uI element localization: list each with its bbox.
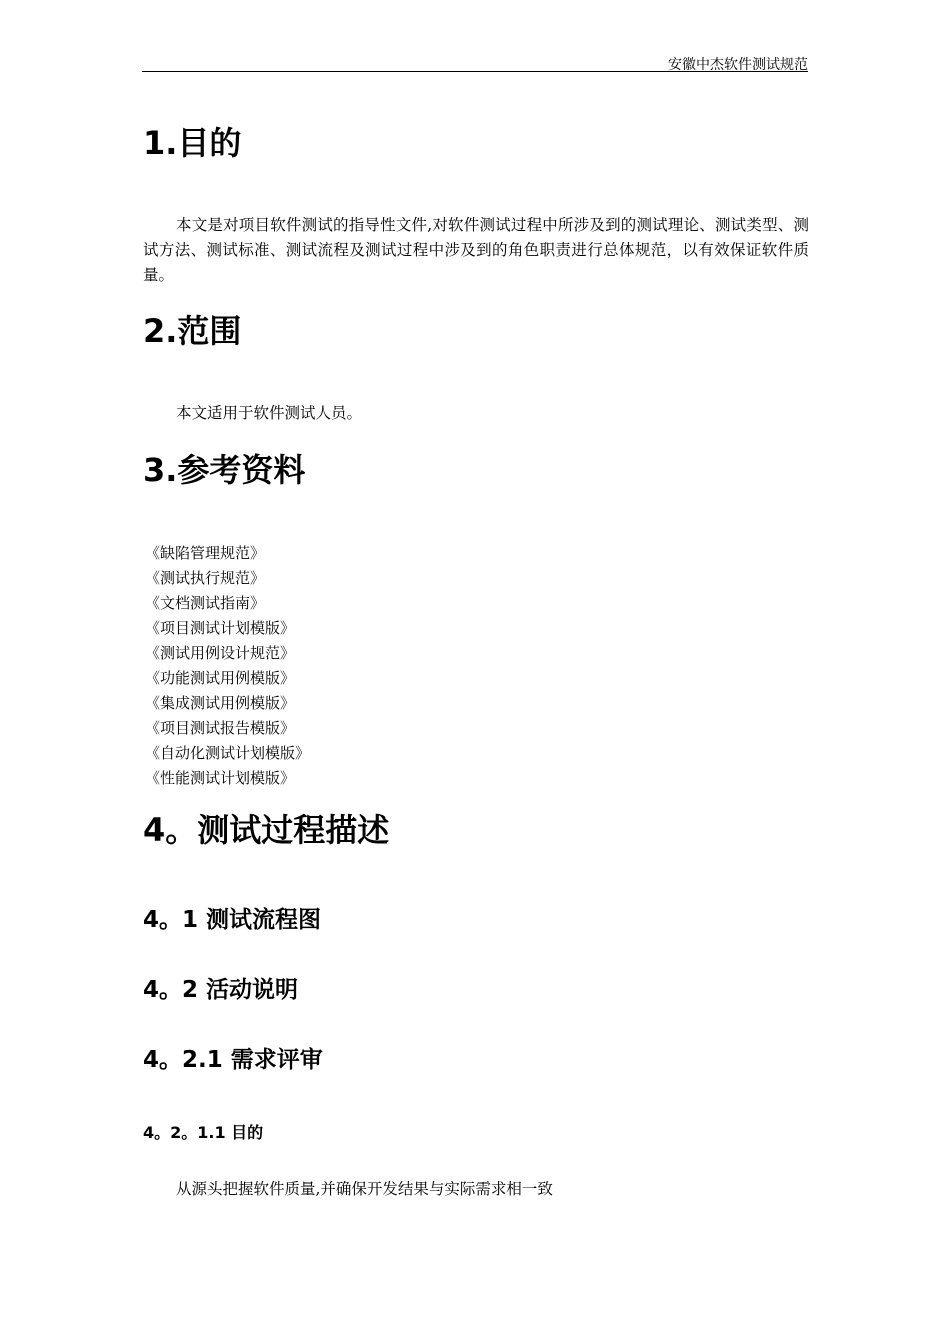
- header-divider: [142, 71, 808, 72]
- reference-item: 《自动化测试计划模版》: [145, 744, 311, 762]
- reference-item: 《测试执行规范》: [145, 569, 266, 587]
- heading-references: 3.参考资料: [143, 451, 306, 489]
- reference-list: [145, 541, 310, 791]
- scope-paragraph: 本文适用于软件测试人员。: [176, 404, 363, 422]
- heading-requirements-review: 4。2.1 需求评审: [143, 1047, 323, 1073]
- review-purpose-paragraph: 从源头把握软件质量,并确保开发结果与实际需求相一致: [176, 1180, 553, 1198]
- reference-item: 《功能测试用例模版》: [145, 669, 296, 687]
- purpose-paragraph: 本文是对项目软件测试的指导性文件,对软件测试过程中所涉及到的测试理论、测试类型、测试方法、测试标准、测试流程及测试过程中涉及到的角色职责进行总体规范，以有效保证软件质量。: [143, 216, 809, 284]
- reference-item: 《缺陷管理规范》: [145, 544, 266, 562]
- heading-activities: 4。2 活动说明: [143, 977, 299, 1003]
- heading-scope: 2.范围: [143, 312, 242, 350]
- running-header-title: 安徽中杰软件测试规范: [668, 57, 808, 73]
- reference-item: 《测试用例设计规范》: [145, 644, 296, 662]
- reference-item: 《集成测试用例模版》: [145, 694, 296, 712]
- heading-review-purpose: 4。2。1.1 目的: [143, 1123, 264, 1142]
- heading-purpose: 1.目的: [143, 124, 242, 162]
- heading-flowchart: 4。1 测试流程图: [143, 907, 322, 933]
- reference-item: 《文档测试指南》: [145, 594, 266, 612]
- reference-item: 《项目测试报告模版》: [145, 719, 296, 737]
- reference-item: 《项目测试计划模版》: [145, 619, 296, 637]
- reference-item: 《性能测试计划模版》: [145, 769, 296, 787]
- heading-process: 4。测试过程描述: [143, 811, 390, 849]
